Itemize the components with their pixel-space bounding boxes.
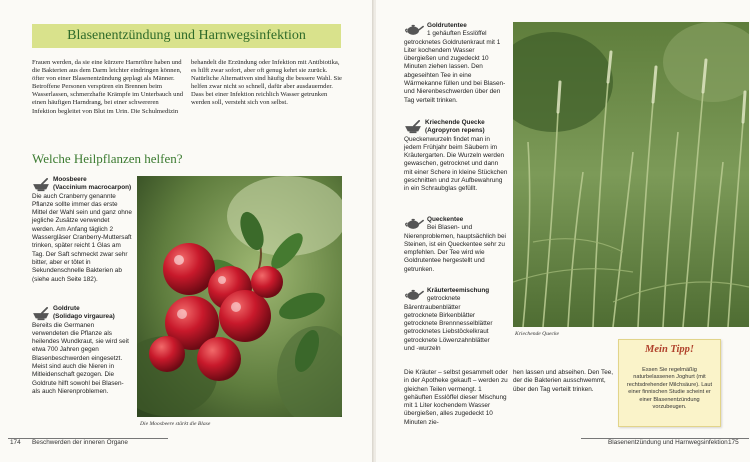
herb-name: Kriechende Quecke bbox=[425, 119, 485, 126]
page-number: 174 bbox=[10, 439, 21, 446]
left-page bbox=[0, 0, 374, 462]
herb-text: getrocknete Bärentraubenblätter getrocknete Birkenblätter getrocknete Brennnesselblätter getrocknetes Liebstöckelkraut getrocknete Löwenzahnblätter und -wurzeln bbox=[404, 295, 493, 353]
tip-title: Mein Tipp! bbox=[645, 344, 694, 355]
right-page bbox=[376, 0, 750, 462]
photo-caption: Kriechende Quecke bbox=[515, 331, 559, 337]
herb-name: Kräuterteemischung bbox=[427, 287, 490, 294]
herb-entry-quecke bbox=[404, 119, 508, 194]
herb-text: Bei Blasen- und Nierenproblemen, hauptsächlich bei Steinen, ist ein Queckentee sehr zu empfehlen. Der Tee wird wie Goldrutentee hergestellt und getrunken. bbox=[404, 224, 506, 273]
bottom-column-1: Die Kräuter – selbst gesammelt oder in der Apotheke gekauft – werden zu gleichen Teilen vermengt. 1 gehäuften Esslöffel dieser Mischung mit 1 Liter kochendem Wasser übergießen, alles zugedeckt 10 Minuten zie- bbox=[404, 369, 508, 426]
herb-text: Die auch Cranberry genannte Pflanze sollte immer das erste Mittel der Wahl sein und ganz ohne jegliche Zusätze verwendet werden. Am Anfang täglich 2 Wassergläser Cranberry-Muttersaft trinken, später reicht 1 Glas am Tag. Der Saft schmeckt zwar sehr bitter, aber er tötet in Sekundenschnelle Bakterien ab (siehe auch Seite 182). bbox=[32, 192, 132, 283]
herb-name: Goldrute bbox=[53, 305, 80, 312]
section-heading: Welche Heilpflanzen helfen? bbox=[32, 151, 183, 166]
herb-latin-name: (Agropyron repens) bbox=[425, 127, 485, 135]
tip-text: Essen Sie regelmäßig naturbelassenen Joghurt (mit rechtsdrehender Milchsäure). Laut einer finnischen Studie scheint er einer Blasenentzündung vorzubeugen. bbox=[626, 367, 713, 411]
herb-entry-moosbeere bbox=[32, 176, 132, 284]
herb-text: 1 gehäuften Esslöffel getrocknetes Goldrutenkraut mit 1 Liter kochendem Wasser übergießen und zugedeckt 10 Minuten ziehen lassen. Den abgeseihten Tee in eine Wärmekanne füllen und bei Blasen- und Nierenbeschwerden über den Tag verteilt trinken. bbox=[404, 30, 506, 104]
intro-column-2: behandelt die Erzündung oder Infektion mit Antibiotika, es hilft zwar sofort, aber oft genug kehrt sie zurück. Natürliche Alternativen sind häufig die bessere Wahl. Sie helfen zwar nicht so schnell, dafür aber ausdauernder. Dass bei einer Infektion reichlich Wasser getrunken werden soll, versteht sich von selbst. bbox=[191, 59, 342, 107]
chapter-banner bbox=[32, 24, 341, 48]
teapot-icon bbox=[404, 287, 424, 301]
footer-title: Beschwerden der inneren Organe bbox=[32, 439, 128, 446]
tip-box bbox=[618, 339, 721, 427]
intro-column-1: Frauen werden, da sie eine kürzere Harnröhre haben und die Bakterien aus dem Darm leichter eindringen können, öfter von einer Blasenentzündung geplagt als Männer. Betroffene Personen verspüren ein Brennen beim Wasserlassen, schmerzhafte Krämpfe im Unterbauch und einen häufigen Harndrang, bei einer schwereren Infektion begleitet von Blut im Urin. Die Schulmedizin bbox=[32, 59, 184, 115]
herb-latin-name: (Solidago virgaurea) bbox=[53, 313, 115, 321]
bottom-column-2: hen lassen und abseihen. Den Tee, der die Bakterien ausschwemmt, über den Tag verteilt trinken. bbox=[513, 369, 614, 393]
mortar-icon bbox=[32, 307, 50, 321]
herb-entry-kraeuterteemischung bbox=[404, 287, 508, 353]
cranberry-photo bbox=[137, 176, 342, 417]
footer-title: Blasenentzündung und Harnwegsinfektion bbox=[608, 439, 728, 446]
mortar-icon bbox=[32, 178, 50, 192]
herb-text: Queckenwurzeln findet man in jedem Frühjahr beim Säubern im Kräutergarten. Die Wurzeln werden gewaschen, getrocknet und dann mit einer Schere in kleine Stückchen geschnitten und zur Aufbewahrung in ein Schraubglas gefüllt. bbox=[404, 135, 508, 193]
quecke-photo bbox=[513, 22, 749, 327]
herb-entry-goldrutentee bbox=[404, 22, 508, 105]
teapot-icon bbox=[404, 22, 424, 36]
herb-text: Bereits die Germanen verwendeten die Pflanze als heilendes Wundkraut, sie wird seit etwa 700 Jahren gegen Blasenbeschwerden eingesetzt. Meist sind auch die Nieren in Mitleidenschaft gezogen. Die Goldrute hilft sowohl bei Blasen- als auch Nierenproblemen. bbox=[32, 321, 129, 395]
herb-name: Moosbeere bbox=[53, 176, 87, 183]
herb-name: Goldrutentee bbox=[427, 22, 467, 29]
herb-entry-queckentee bbox=[404, 216, 508, 274]
page-number: 175 bbox=[728, 439, 739, 446]
mortar-icon bbox=[404, 120, 422, 134]
herb-entry-goldrute bbox=[32, 305, 132, 396]
herb-name: Queckentee bbox=[427, 216, 464, 223]
chapter-title: Blasenentzündung und Harnwegsinfektion bbox=[67, 28, 306, 43]
teapot-icon bbox=[404, 216, 424, 230]
photo-caption: Die Moosbeere stärkt die Blase bbox=[140, 421, 211, 427]
herb-latin-name: (Vaccinium macrocarpon) bbox=[53, 184, 132, 192]
